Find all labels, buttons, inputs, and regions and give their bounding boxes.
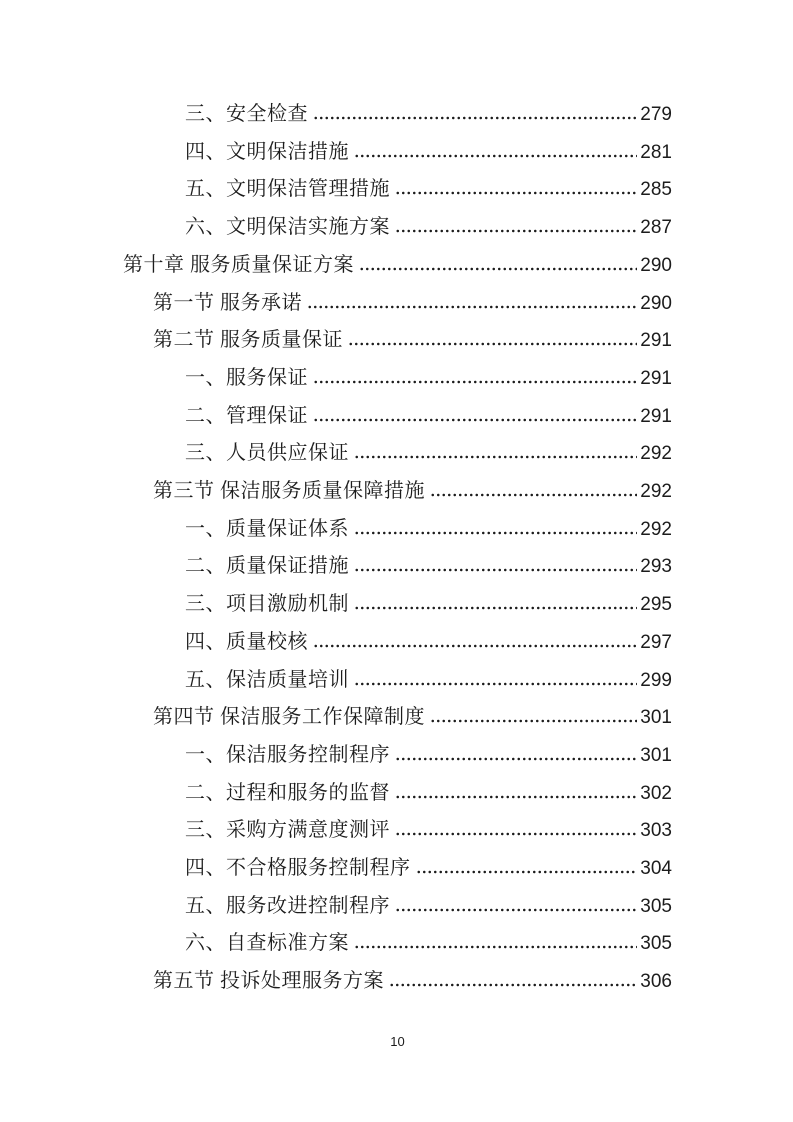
toc-entry-page-number: 304	[640, 858, 672, 880]
dot-leader	[313, 418, 637, 422]
toc-entry-page-number: 295	[640, 594, 672, 616]
toc-entry[interactable]	[123, 548, 672, 586]
toc-entry[interactable]	[123, 360, 672, 398]
toc-entry-page-number: 301	[640, 744, 672, 766]
toc-entry[interactable]	[123, 737, 672, 775]
toc-entry-page-number: 303	[640, 820, 672, 842]
toc-entry-label: 五、文明保洁管理措施	[185, 178, 390, 201]
toc-entry-label: 第十章 服务质量保证方案	[123, 253, 354, 276]
toc-entry[interactable]	[123, 96, 672, 134]
toc-entry-page-number: 292	[640, 443, 672, 465]
toc-entry-page-number: 305	[640, 895, 672, 917]
toc-entry[interactable]	[123, 963, 672, 1001]
toc-entry-page-number: 291	[640, 405, 672, 427]
toc-entry-page-number: 293	[640, 556, 672, 578]
toc-entry-page-number: 297	[640, 631, 672, 653]
toc-entry-page-number: 287	[640, 217, 672, 239]
dot-leader	[389, 983, 637, 987]
toc-entry[interactable]	[123, 624, 672, 662]
dot-leader	[313, 116, 637, 120]
toc-entry[interactable]	[123, 209, 672, 247]
toc-entry-label: 四、质量校核	[185, 630, 308, 653]
toc-entry-label: 二、过程和服务的监督	[185, 781, 390, 804]
dot-leader	[354, 154, 637, 158]
toc-entry-page-number: 306	[640, 971, 672, 993]
dot-leader	[395, 191, 637, 195]
dot-leader	[354, 455, 637, 459]
toc-entry-label: 四、文明保洁措施	[185, 140, 349, 163]
dot-leader	[395, 908, 637, 912]
dot-leader	[430, 493, 637, 497]
toc-entry-page-number: 302	[640, 782, 672, 804]
toc-entry[interactable]	[123, 285, 672, 323]
toc-entry-label: 三、人员供应保证	[185, 442, 349, 465]
toc-entry-label: 五、服务改进控制程序	[185, 894, 390, 917]
toc-entry-label: 第三节 保洁服务质量保障措施	[153, 480, 425, 503]
toc-entry[interactable]	[123, 435, 672, 473]
toc-entry-page-number: 292	[640, 481, 672, 503]
toc-entry-label: 二、质量保证措施	[185, 555, 349, 578]
dot-leader	[395, 229, 637, 233]
dot-leader	[354, 568, 637, 572]
dot-leader	[348, 342, 637, 346]
toc-entry[interactable]	[123, 511, 672, 549]
toc-entry-label: 第四节 保洁服务工作保障制度	[153, 706, 425, 729]
dot-leader	[395, 795, 637, 799]
toc-entry[interactable]	[123, 699, 672, 737]
dot-leader	[313, 380, 637, 384]
toc-entry-page-number: 299	[640, 669, 672, 691]
toc-entry-label: 三、安全检查	[185, 103, 308, 125]
toc-entry-label: 五、保洁质量培训	[185, 668, 349, 691]
dot-leader	[313, 644, 637, 648]
table-of-contents	[123, 96, 672, 1001]
toc-entry[interactable]	[123, 662, 672, 700]
toc-entry-label: 三、采购方满意度测评	[185, 819, 390, 842]
toc-entry-label: 第一节 服务承诺	[153, 291, 302, 314]
toc-entry[interactable]	[123, 247, 672, 285]
dot-leader	[354, 945, 637, 949]
toc-entry-page-number: 301	[640, 707, 672, 729]
toc-entry-label: 一、服务保证	[185, 366, 308, 389]
toc-entry-label: 四、不合格服务控制程序	[185, 857, 411, 880]
toc-entry-page-number: 279	[640, 104, 672, 125]
toc-entry[interactable]	[123, 398, 672, 436]
toc-entry-label: 一、质量保证体系	[185, 517, 349, 540]
toc-entry[interactable]	[123, 322, 672, 360]
toc-entry-page-number: 291	[640, 367, 672, 389]
dot-leader	[416, 870, 638, 874]
toc-entry-label: 二、管理保证	[185, 404, 308, 427]
toc-entry-page-number: 292	[640, 518, 672, 540]
page-footer	[123, 1033, 672, 1051]
toc-entry-page-number: 290	[640, 292, 672, 314]
toc-entry-page-number: 281	[640, 141, 672, 163]
toc-entry[interactable]	[123, 888, 672, 926]
toc-entry[interactable]	[123, 473, 672, 511]
toc-entry-page-number: 305	[640, 933, 672, 955]
toc-entry[interactable]	[123, 925, 672, 963]
dot-leader	[354, 606, 637, 610]
toc-entry-page-number: 285	[640, 179, 672, 201]
dot-leader	[354, 682, 637, 686]
toc-entry-page-number: 290	[640, 254, 672, 276]
toc-entry[interactable]	[123, 850, 672, 888]
dot-leader	[395, 757, 637, 761]
dot-leader	[307, 305, 637, 309]
toc-entry[interactable]	[123, 775, 672, 813]
toc-entry-label: 三、项目激励机制	[185, 593, 349, 616]
dot-leader	[354, 531, 637, 535]
toc-entry-label: 第五节 投诉处理服务方案	[153, 970, 384, 993]
dot-leader	[430, 719, 637, 723]
dot-leader	[395, 832, 637, 836]
toc-entry[interactable]	[123, 812, 672, 850]
footer-page-number: 10	[390, 1034, 405, 1049]
toc-entry-label: 六、文明保洁实施方案	[185, 216, 390, 239]
toc-entry-label: 第二节 服务质量保证	[153, 329, 343, 352]
toc-entry[interactable]	[123, 134, 672, 172]
dot-leader	[359, 267, 637, 271]
toc-entry-label: 一、保洁服务控制程序	[185, 743, 390, 766]
toc-entry-page-number: 291	[640, 330, 672, 352]
toc-entry-label: 六、自查标准方案	[185, 932, 349, 955]
toc-entry[interactable]	[123, 171, 672, 209]
toc-entry[interactable]	[123, 586, 672, 624]
